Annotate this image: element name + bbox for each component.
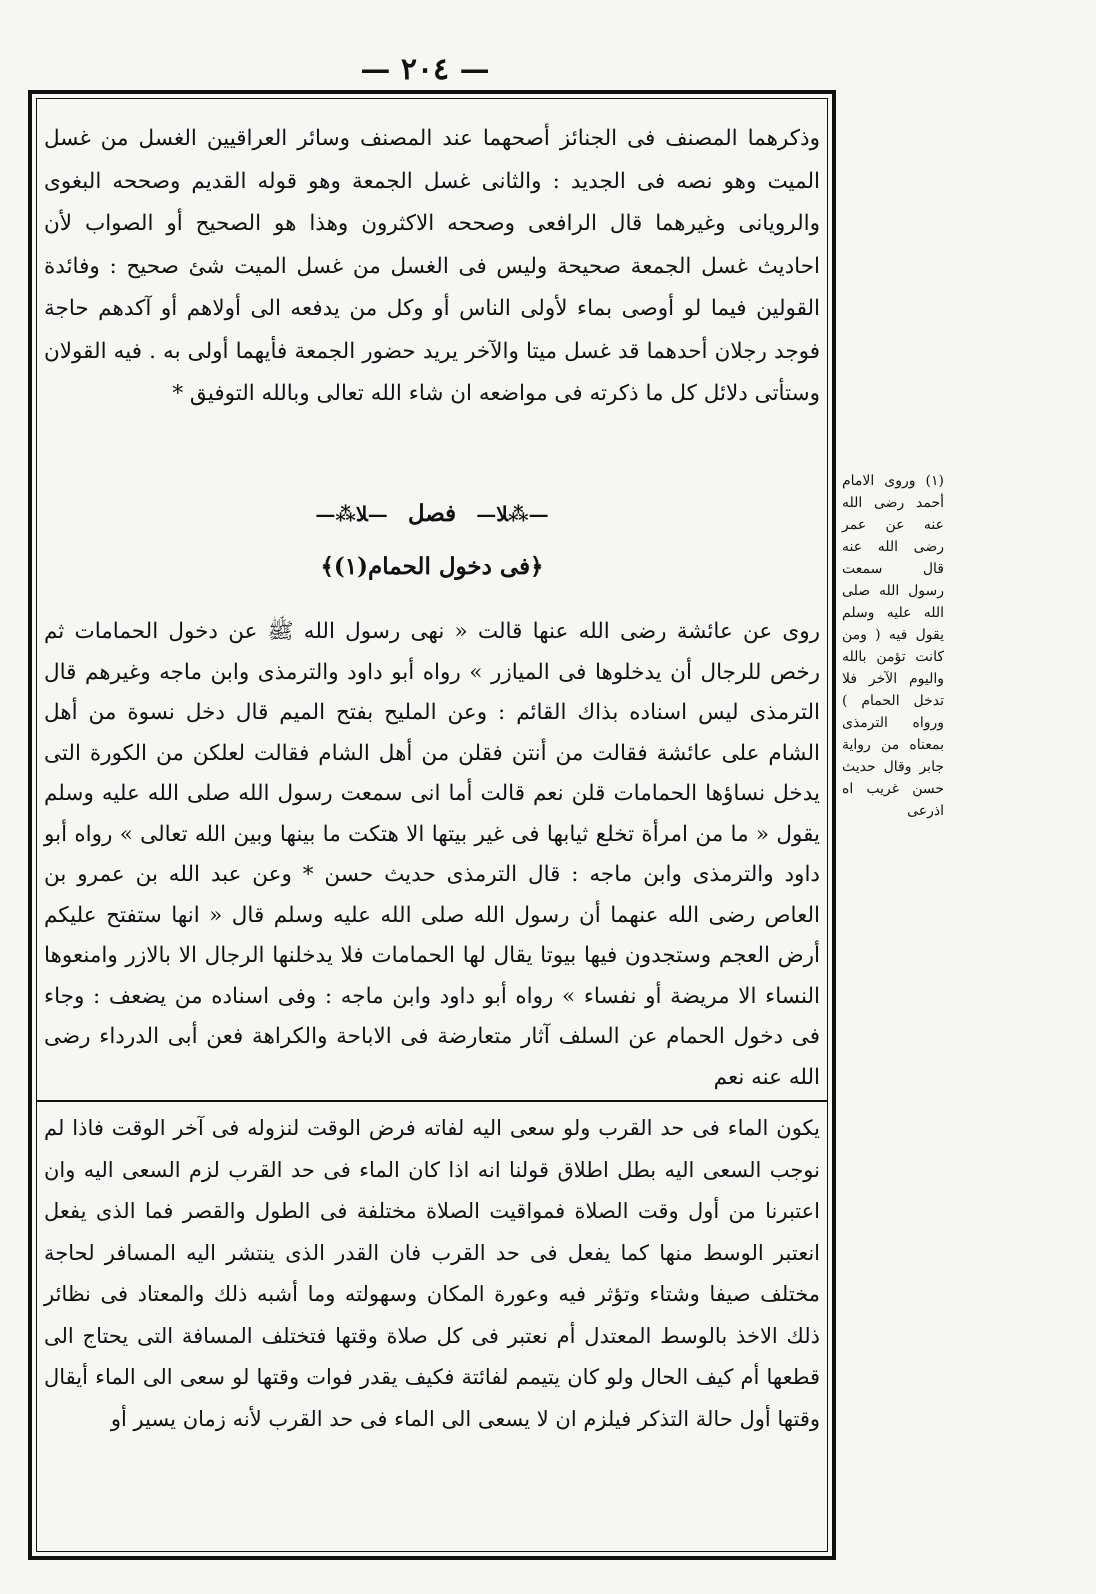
ornament-left: —ﻼ⁂— bbox=[315, 502, 388, 526]
ornament-right: —⁂ﻼ— bbox=[476, 502, 549, 526]
margin-note-text: (١) وروى الامام أحمد رضى الله عنه عن عمر رضى الله عنه قال سمعت رسول الله صلى الله عليه وسلم يقول فيه ( ومن كانت تؤمن بالله واليوم الآخر فلا تدخل الحمام ) ورواه الترمذى بمعناه من رواية جابر وقال حديث حسن غريب اه اذرعى bbox=[842, 473, 944, 819]
section-label: فصل bbox=[407, 500, 457, 527]
footnote-divider bbox=[36, 1100, 828, 1102]
footnote-block bbox=[44, 1108, 820, 1440]
margin-note bbox=[842, 470, 944, 822]
body-paragraph: روى عن عائشة رضى الله عنها قالت « نهى رسول الله ﷺ عن دخول الحمامات ثم رخص للرجال أن يدخلوها فى الميازر » رواه أبو داود والترمذى وابن ماجه وغيرهم قال الترمذى ليس اسناده بذاك القائم : وعن المليح بفتح الميم قال دخل نسوة من أهل الشام على عائشة فقالت من أنتن فقلن من أهل الشام فقالت لعلكن من الكورة التى يدخل نساؤها الحمامات قلن نعم قالت أما انى سمعت رسول الله صلى الله عليه وسلم يقول « ما من امرأة تخلع ثيابها فى غير بيتها الا هتكت ما بينها وبين الله تعالى » رواه أبو داود والترمذى وابن ماجه : قال الترمذى حديث حسن * وعن عبد الله بن عمرو بن العاص رضى الله عنهما أن رسول الله صلى الله عليه وسلم قال « انها ستفتح عليكم أرض العجم وستجدون فيها بيوتا يقال لها الحمامات فلا يدخلنها الرجال الا بالازر وامنعوها النساء الا مريضة أو نفساء » رواه أبو داود وابن ماجه : وفى اسناده من يضعف : وجاء فى دخول الحمام عن السلف آثار متعارضة فى الاباحة والكراهة فعن أبى الدرداء رضى الله عنه نعم bbox=[44, 619, 820, 1090]
footnote-paragraph: يكون الماء فى حد القرب ولو سعى اليه لفاته فرض الوقت لنزوله فى آخر الوقت فاذا لم نوجب السعى اليه بطل اطلاق قولنا انه اذا كان الماء فى حد القرب لزم السعى اليه وان اعتبرنا من أول وقت الصلاة فمواقيت الصلاة مختلفة فى الطول والقصر فما الذى يفعل انعتبر الوسط منها كما يفعل فى حد القرب فان القدر الذى ينتشر اليه المسافر لحاجة مختلف صيفا وشتاء وتؤثر فيه وعورة المكان وسهولته وما أشبه ذلك والمعتاد فى نظائر ذلك الاخذ بالوسط المعتدل أم نعتبر فى كل صلاة وقتها فتختلف المسافة التى يحتاج الى قطعها أم كيف الحال ولو كان يتيمم لفائتة فكيف يقدر فوات وقتها لو سعى الى الماء أيقال وقتها أول حالة التذكر فيلزم ان لا يسعى الى الماء فى حد القرب لأنه زمان يسير أو bbox=[44, 1116, 820, 1431]
main-text-block bbox=[44, 118, 820, 416]
section-title: ﴿فى دخول الحمام(١)﴾ bbox=[320, 553, 544, 580]
section-heading bbox=[44, 500, 820, 527]
body-text-block bbox=[44, 612, 820, 1098]
main-paragraph: وذكرهما المصنف فى الجنائز أصحهما عند المصنف وسائر العراقيين الغسل من غسل الميت وهو نصه فى الجديد : والثانى غسل الجمعة وهو قوله القديم وصححه البغوى والرويانى وغيرهما قال الرافعى وصححه الاكثرون وهذا هو الصحيح أو الصواب لأن احاديث غسل الجمعة صحيحة وليس فى الغسل من غسل الميت شئ صحيح : وفائدة القولين فيما لو أوصى بماء لأولى الناس أو وكل من يدفعه الى أولاهم أو آكدهم حاجة فوجد رجلان أحدهما قد غسل ميتا والآخر يريد حضور الجمعة فأيهما أولى به . فيه القولان وستأتى دلائل كل ما ذكرته فى مواضعه ان شاء الله تعالى وبالله التوفيق * bbox=[44, 126, 820, 406]
page-number: — ٢٠٤ — bbox=[360, 52, 490, 87]
